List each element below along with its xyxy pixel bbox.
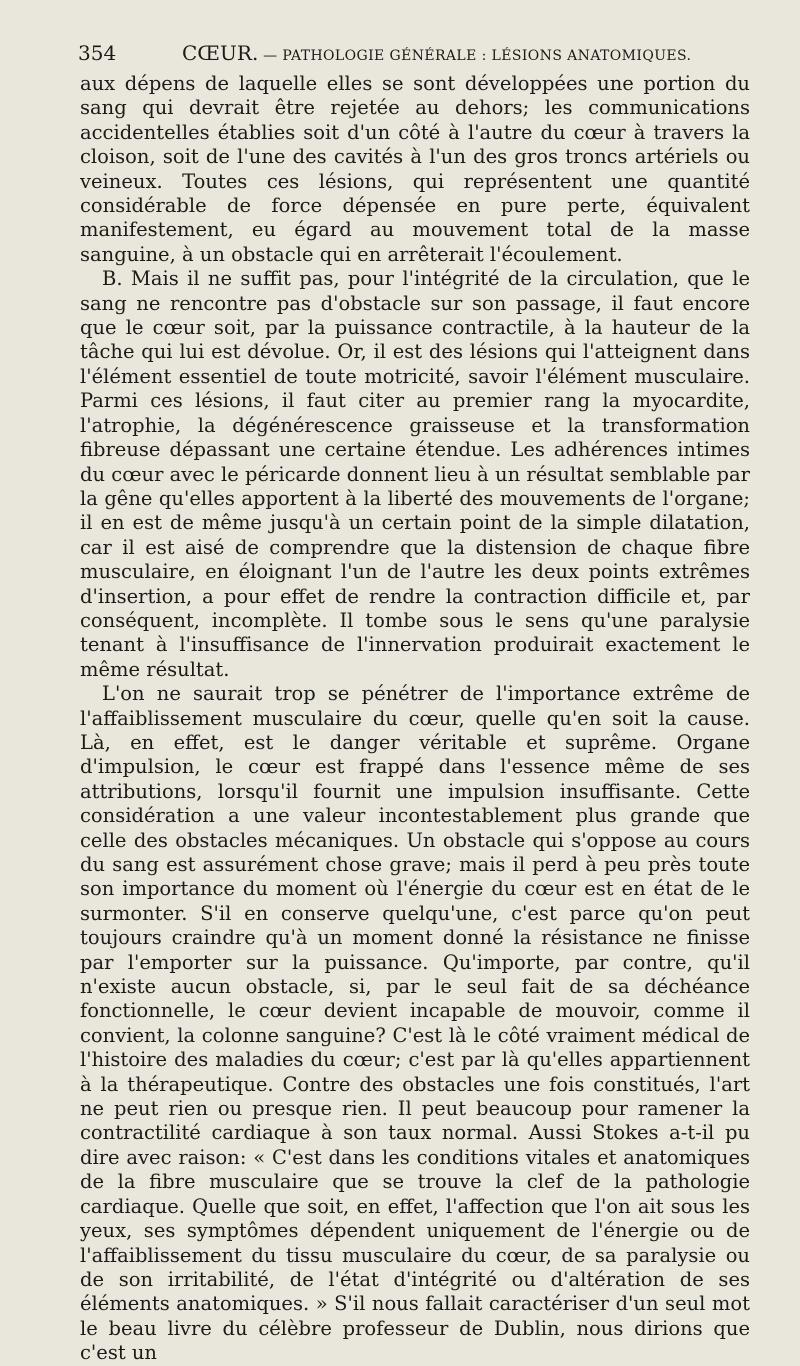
paragraph-3: L'on ne saurait trop se pénétrer de l'importance extrême de l'affaiblissement musculaire du cœur, quelle qu'en soit la cause. Là, en effet, est le danger véritable et suprême. Organe d'impulsion, le cœur est frappé dans l'essence même de ses attributions, lorsqu'il fournit une impulsion insuffisante. Cette considération a une valeur incontestablement plus grande que celle des obstacles mécaniques. Un obstacle qui s'oppose au cours du sang est assurément chose grave; mais il perd à peu près toute son importance du moment où l'énergie du cœur est en état de le surmonter. S'il en conserve quelqu'une, c'est parce qu'on peut toujours craindre qu'à un moment donné la résistance ne finisse par l'emporter sur la puissance. Qu'importe, par contre, qu'il n'existe aucun obstacle, si, par le seul fait de sa déchéance fonctionnelle, le cœur devient incapable de mouvoir, comme il convient, la colonne sanguine? C'est là le côté vraiment médical de l'histoire des maladies du cœur; c'est par là qu'elles appartiennent à la thérapeutique. Contre des obstacles une fois constitués, l'art ne peut rien ou presque rien. Il peut beaucoup pour ramener la contractilité cardiaque à son taux normal. Aussi Stokes a-t-il pu dire avec raison: « C'est dans les conditions vitales et anatomiques de la fibre musculaire que se trouve la clef de la pathologie cardiaque. Quelle que soit, en effet, l'affection que l'on ait sous les yeux, ses symptômes dépendent uniquement de l'énergie ou de l'affaiblissement du tissu musculaire du cœur, de sa paralysie ou de son irritabilité, de l'état d'intégrité ou d'altération de ses éléments anatomiques. » S'il nous fallait caractériser d'un seul mot le beau livre du célèbre professeur de Dublin, nous dirions que c'est un [80,682,750,1365]
paragraph-1: aux dépens de laquelle elles se sont développées une portion du sang qui devrait être rejetée au dehors; les communications accidentelles établies soit d'un côté à l'autre du cœur à travers la cloison, soit de l'une des cavités à l'un des gros troncs artériels ou veineux. Toutes ces lésions, qui représentent une quantité considérable de force dépensée en pure perte, équivalent manifestement, eu égard au mouvement total de la masse sanguine, à un obstacle qui en arrêterait l'écoulement. [80,72,750,266]
running-head-subtitle: — PATHOLOGIE GÉNÉRALE : LÉSIONS ANATOMIQUES. [258,48,692,64]
body-text [80,72,750,1366]
running-head-title: CŒUR. [182,41,259,65]
page-header [78,38,758,68]
running-head [182,38,691,71]
paragraph-2: B. Mais il ne suffit pas, pour l'intégrité de la circulation, que le sang ne rencontre pas d'obstacle sur son passage, il faut encore que le cœur soit, par la puissance contractile, à la hauteur de la tâche qui lui est dévolue. Or, il est des lésions qui l'atteignent dans l'élément essentiel de toute motricité, savoir l'élément musculaire. Parmi ces lésions, il faut citer au premier rang la myocardite, l'atrophie, la dégénérescence graisseuse et la transformation fibreuse dépassant une certaine étendue. Les adhérences intimes du cœur avec le péricarde donnent lieu à un résultat semblable par la gêne qu'elles apportent à la liberté des mouvements de l'organe; il en est de même jusqu'à un certain point de la simple dilatation, car il est aisé de comprendre que la distension de chaque fibre musculaire, en éloignant l'un de l'autre les deux points extrêmes d'insertion, a pour effet de rendre la contraction difficile et, par conséquent, incomplète. Il tombe sous le sens qu'une paralysie tenant à l'insuffisance de l'innervation produirait exactement le même résultat. [80,267,750,681]
page-number: 354 [78,41,117,65]
